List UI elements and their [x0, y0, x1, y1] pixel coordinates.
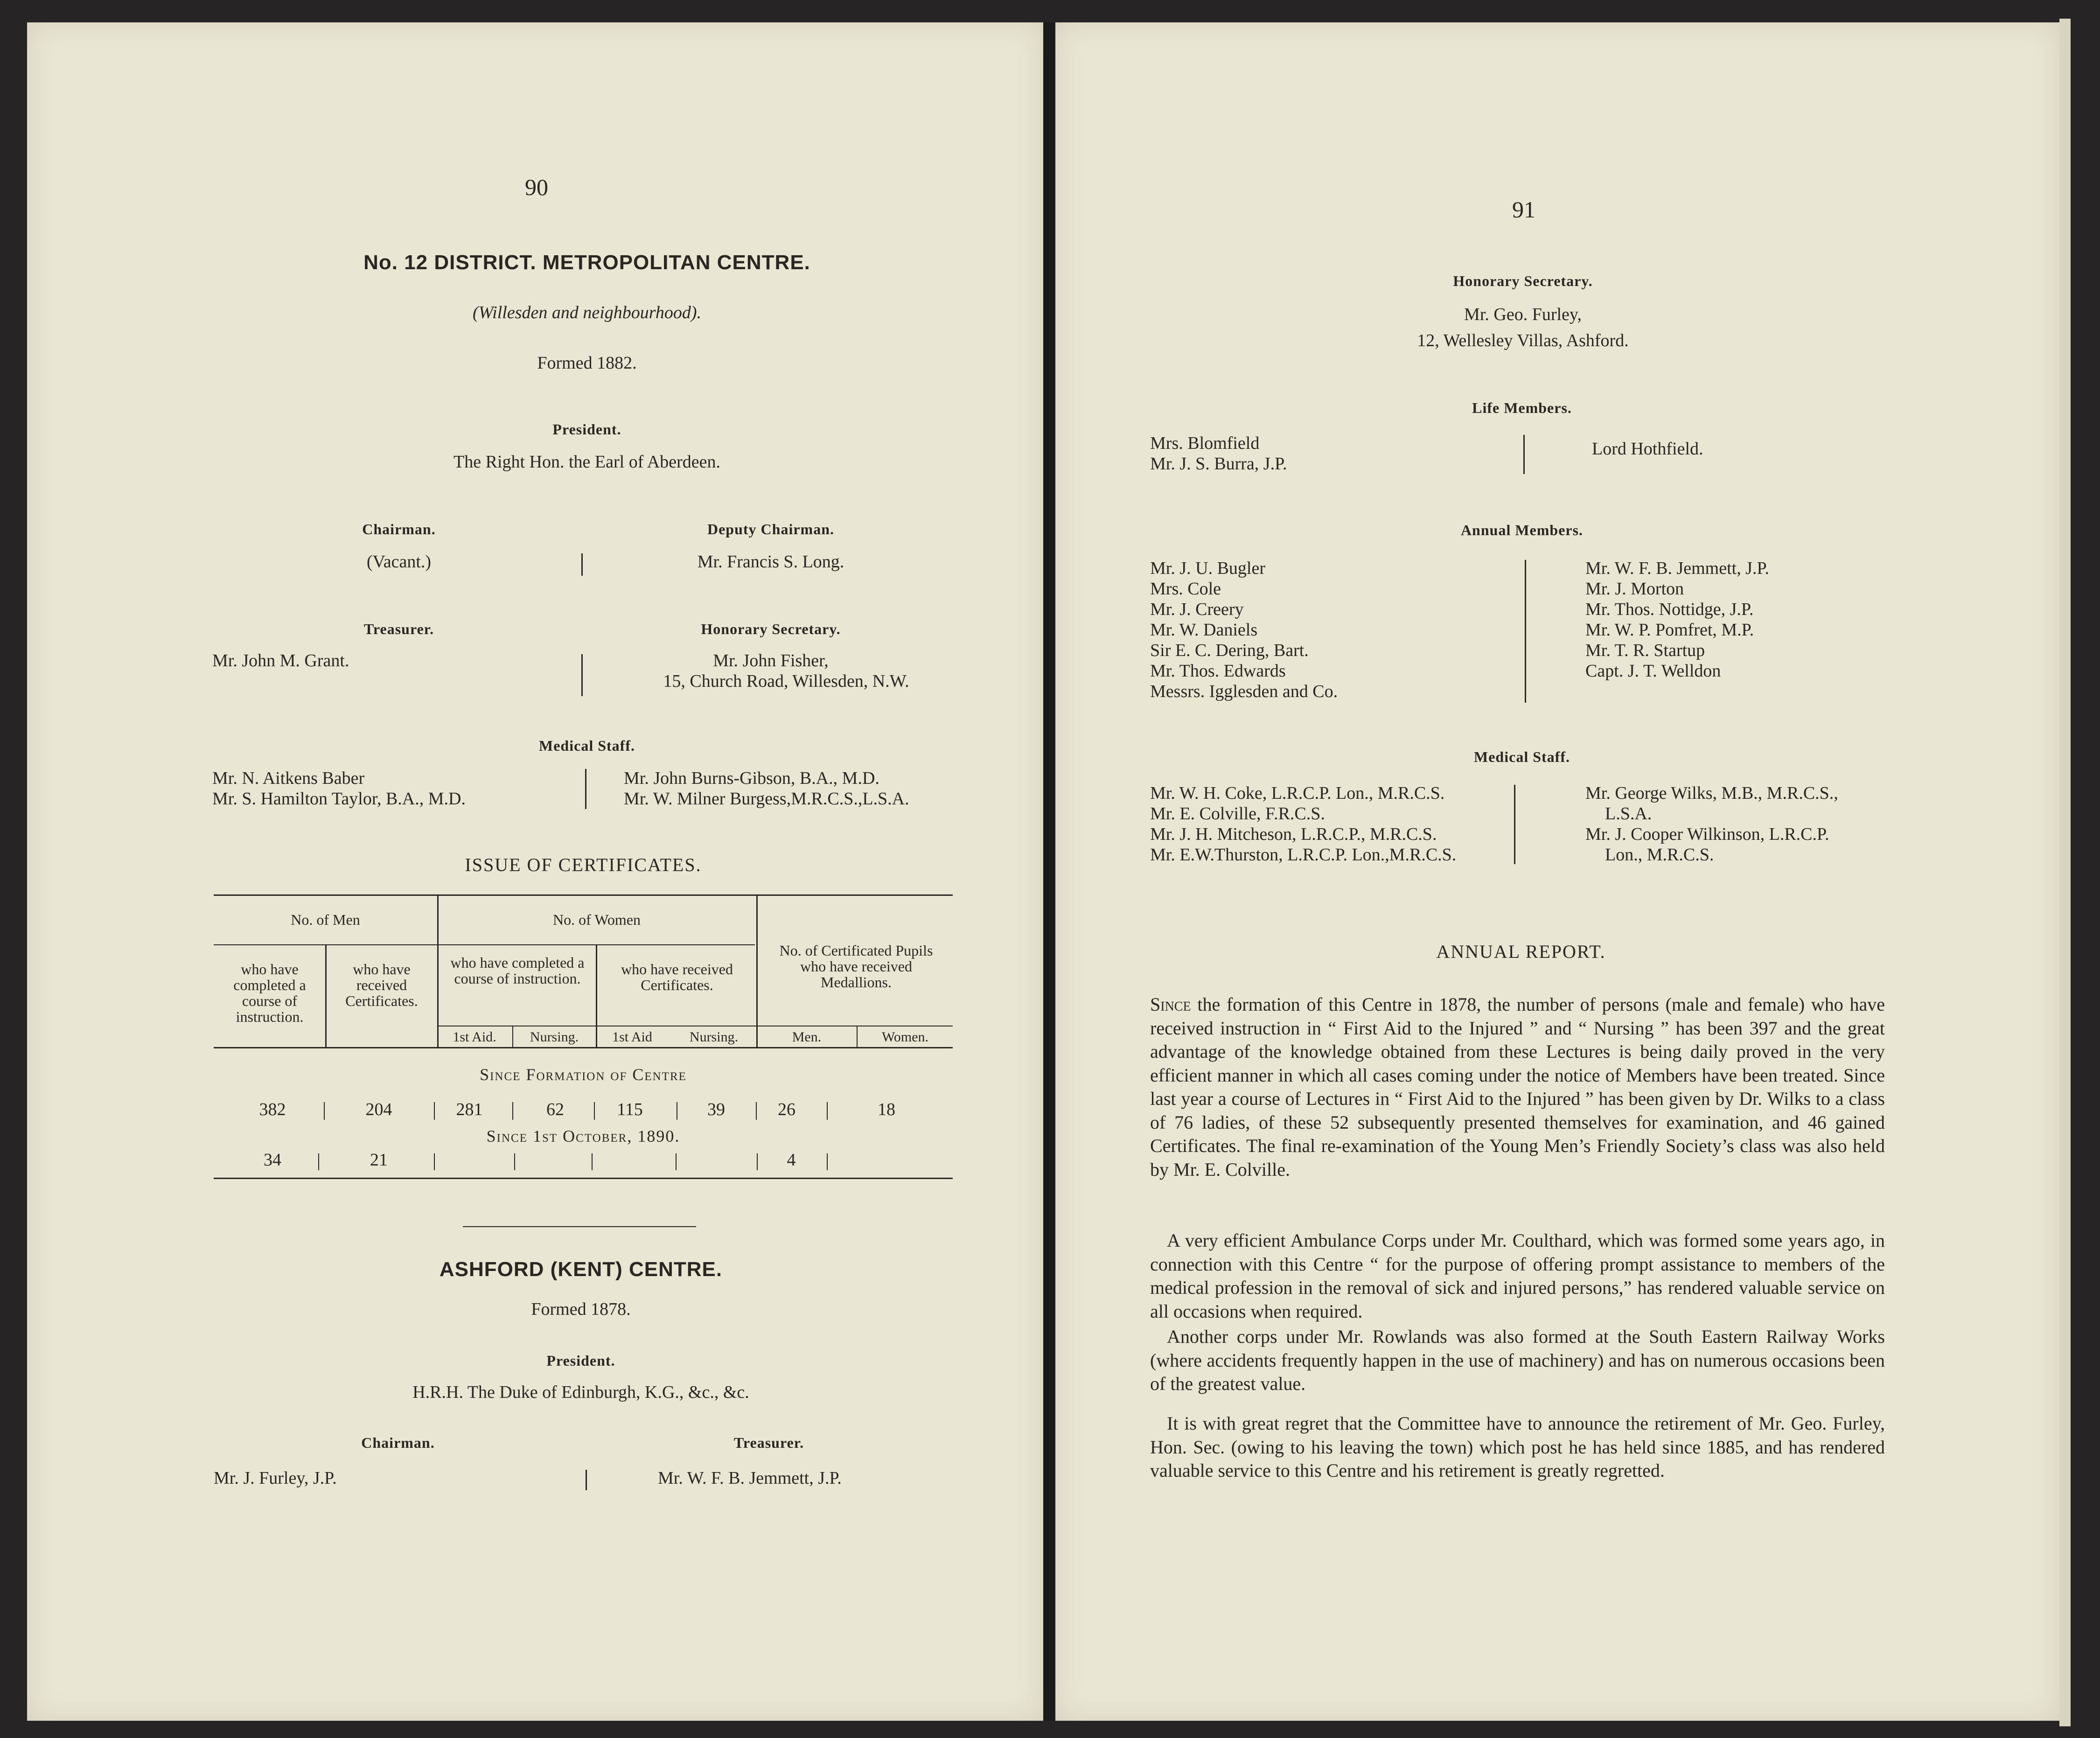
men-completed-header: who have completed a course of instruction.: [233, 961, 306, 1025]
annual-member: Mr. Thos. Nottidge, J.P.: [1585, 600, 1754, 619]
hon-secretary-label: Honorary Secretary.: [701, 621, 841, 637]
table-rule: [857, 1026, 858, 1047]
table-rule: [757, 1153, 758, 1170]
medical-staff-left-1: Mr. N. Aitkens Baber: [212, 768, 365, 788]
ashford-treasurer-label: Treasurer.: [733, 1434, 804, 1451]
annual-member: Mr. J. Creery: [1150, 600, 1244, 619]
annual-member: Mr. W. P. Pomfret, M.P.: [1585, 620, 1754, 640]
sub-nursing-2: Nursing.: [689, 1029, 739, 1045]
life-member-right-1: Lord Hothfield.: [1592, 439, 1703, 459]
hon-secretary-address: 15, Church Road, Willesden, N.W.: [663, 671, 909, 691]
deputy-chairman-label: Deputy Chairman.: [707, 521, 834, 537]
table-rule: [324, 1102, 325, 1120]
table-rule: [594, 1102, 595, 1120]
president-label: President.: [552, 421, 621, 438]
column-divider: [581, 553, 583, 576]
column-divider: [586, 1470, 587, 1490]
medical-staff-right-2: Mr. W. Milner Burgess,M.R.C.S.,L.S.A.: [624, 789, 909, 809]
treasurer-label: Treasurer.: [363, 621, 434, 637]
men-received-header: who have received Certificates.: [345, 961, 418, 1009]
issue-of-certificates-title: ISSUE OF CERTIFICATES.: [465, 854, 702, 875]
sub-nursing: Nursing.: [530, 1029, 579, 1045]
hon-secretary-name: Mr. John Fisher,: [713, 651, 829, 670]
table-rule: [434, 1102, 435, 1120]
table-cell: 18: [878, 1100, 895, 1119]
annual-member: Mr. T. R. Startup: [1585, 641, 1705, 660]
ashford-title: ASHFORD (KENT) CENTRE.: [439, 1258, 723, 1281]
table-cell: 62: [546, 1100, 564, 1119]
annual-member: Mr. W. F. B. Jemmett, J.P.: [1585, 558, 1769, 578]
medical-staff-member: Mr. E. Colville, F.R.C.S.: [1150, 804, 1325, 824]
table-cell: 281: [456, 1100, 483, 1119]
ashford-president-name: H.R.H. The Duke of Edinburgh, K.G., &c., &c.: [412, 1382, 749, 1402]
medallions-header: No. of Certificated Pupils who have received Medallions.: [779, 942, 933, 991]
life-member-left-2: Mr. J. S. Burra, J.P.: [1150, 454, 1287, 474]
ashford-formed: Formed 1878.: [531, 1299, 631, 1319]
column-divider: [1514, 785, 1515, 864]
medical-staff-member: Mr. W. H. Coke, L.R.C.P. Lon., M.R.C.S.: [1150, 783, 1445, 803]
annual-report-title: ANNUAL REPORT.: [1436, 941, 1606, 962]
women-header: No. of Women: [553, 911, 641, 928]
annual-member: Mr. J. Morton: [1585, 579, 1684, 599]
medical-staff-member: L.S.A.: [1605, 804, 1652, 824]
medical-staff-member: Mr. George Wilks, M.B., M.R.C.S.,: [1585, 783, 1838, 803]
table-rule: [676, 1153, 677, 1170]
table-rule: [756, 1102, 757, 1120]
men-header: No. of Men: [291, 911, 360, 928]
life-members-label: Life Members.: [1472, 399, 1572, 416]
annual-member: Sir E. C. Dering, Bart.: [1150, 641, 1309, 660]
section-divider: [463, 1226, 696, 1227]
table-rule: [318, 1153, 319, 1170]
ashford-hon-secretary-label: Honorary Secretary.: [1453, 272, 1593, 289]
table-rule: [756, 896, 758, 1047]
annual-member: Messrs. Igglesden and Co.: [1150, 682, 1338, 701]
chairman-name: (Vacant.): [366, 552, 432, 572]
women-completed-header: who have completed a course of instruction.: [450, 954, 585, 987]
table-cell: 34: [264, 1150, 281, 1170]
sub-women: Women.: [881, 1029, 929, 1045]
treasurer-name: Mr. John M. Grant.: [212, 651, 349, 670]
life-member-left-1: Mrs. Blomfield: [1150, 433, 1260, 453]
table-rule: [434, 1153, 435, 1170]
table-rule: [214, 944, 755, 945]
ashford-chairman-label: Chairman.: [361, 1434, 435, 1451]
column-divider: [1523, 435, 1525, 474]
section-since-formation: Since Formation of Centre: [480, 1065, 687, 1084]
medical-staff-member: Lon., M.R.C.S.: [1605, 845, 1714, 865]
district-title: No. 12 DISTRICT. METROPOLITAN CENTRE.: [363, 251, 810, 274]
report-paragraph-1: [1150, 993, 1885, 1181]
table-rule: [827, 1102, 828, 1120]
table-cell: 382: [259, 1100, 286, 1119]
annual-member: Mr. W. Daniels: [1150, 620, 1258, 640]
page-number-left: 90: [525, 174, 548, 200]
medical-staff-right-1: Mr. John Burns-Gibson, B.A., M.D.: [624, 768, 879, 788]
ashford-medical-staff-label: Medical Staff.: [1474, 748, 1570, 765]
page-number-right: 91: [1512, 196, 1535, 223]
annual-members-label: Annual Members.: [1460, 522, 1584, 538]
annual-member: Capt. J. T. Welldon: [1585, 661, 1721, 681]
annual-member: Mr. Thos. Edwards: [1150, 661, 1286, 681]
women-received-header: who have received Certificates.: [621, 961, 733, 993]
medical-staff-left-2: Mr. S. Hamilton Taylor, B.A., M.D.: [212, 789, 466, 809]
district-formed: Formed 1882.: [537, 353, 637, 373]
ashford-treasurer-name: Mr. W. F. B. Jemmett, J.P.: [658, 1468, 842, 1488]
table-cell: 26: [778, 1100, 795, 1119]
ashford-president-label: President.: [546, 1352, 615, 1369]
medical-staff-member: Mr. J. Cooper Wilkinson, L.R.C.P.: [1585, 824, 1829, 844]
table-cell: 39: [707, 1100, 725, 1119]
report-paragraph-4: It is with great regret that the Committee have to announce the retirement of Mr. Geo. Furley, Hon. Sec. (owing to his leaving the town) which post he has held since 1885, and has rendered valuable service to this Centre and his retirement is greatly regretted.: [1150, 1413, 1885, 1481]
column-divider: [585, 769, 586, 809]
annual-member: Mrs. Cole: [1150, 579, 1221, 599]
drop-word: Since: [1150, 994, 1191, 1015]
medical-staff-member: Mr. E.W.Thurston, L.R.C.P. Lon.,M.R.C.S.: [1150, 845, 1457, 865]
section-since-october: Since 1st October, 1890.: [486, 1127, 680, 1145]
table-rule: [214, 1047, 953, 1048]
medical-staff-label: Medical Staff.: [539, 737, 635, 754]
table-rule: [512, 1102, 513, 1120]
ashford-hon-secretary-address: 12, Wellesley Villas, Ashford.: [1417, 331, 1629, 350]
report-paragraph-2: A very efficient Ambulance Corps under Mr. Coulthard, which was formed some years ago, in connection with this Centre “ for the purpose of offering prompt assistance to members of the medical profession in the removal of sick and injured persons,” has rendered valuable service on all occasions when required.: [1150, 1230, 1885, 1322]
report-paragraph-3: Another corps under Mr. Rowlands was also formed at the South Eastern Railway Works (where accidents frequently happen in the use of machinery) and has on numerous occasions been of the greatest value.: [1150, 1326, 1885, 1394]
column-divider: [1525, 560, 1526, 703]
ashford-chairman-name: Mr. J. Furley, J.P.: [214, 1468, 337, 1488]
sub-first-aid: 1st Aid.: [453, 1029, 496, 1045]
table-cell: 21: [370, 1150, 388, 1170]
president-name: The Right Hon. the Earl of Aberdeen.: [453, 452, 720, 472]
report-paragraph-1-text: the formation of this Centre in 1878, the number of persons (male and female) who have received instruction in “ First Aid to the Injured ” and “ Nursing ” has been 397 and the great advantage of the knowledge obtained from these Lectures is being daily proved in the very efficient manner in which all cases coming under the notice of Members have been treated. Since last year a course of Lectures in “ First Aid to the Injured ” has been given by Dr. Wilks to a class of 76 ladies, of these 52 subsequently presented themselves for examination, and 46 gained Certificates. The final re-examination of the Young Men’s Friendly Society’s class was also held by Mr. E. Colville.: [1150, 994, 1885, 1180]
table-rule: [827, 1153, 828, 1170]
district-subtitle: (Willesden and neighbourhood).: [472, 303, 702, 322]
table-rule: [214, 894, 953, 896]
medical-staff-member: Mr. J. H. Mitcheson, L.R.C.P., M.R.C.S.: [1150, 824, 1437, 844]
chairman-label: Chairman.: [362, 521, 436, 537]
page-edge: [2059, 19, 2071, 1726]
deputy-chairman-name: Mr. Francis S. Long.: [697, 552, 844, 572]
table-rule: [592, 1153, 593, 1170]
sub-first-aid-2: 1st Aid: [612, 1029, 652, 1045]
annual-member: Mr. J. U. Bugler: [1150, 558, 1265, 578]
table-cell: 115: [617, 1100, 643, 1119]
book-gutter: [1043, 22, 1055, 1721]
ashford-hon-secretary-name: Mr. Geo. Furley,: [1464, 305, 1582, 324]
sub-men: Men.: [792, 1029, 822, 1045]
table-rule: [325, 945, 327, 1047]
table-cell: 4: [787, 1150, 796, 1170]
table-rule: [514, 1153, 515, 1170]
table-rule: [214, 1178, 953, 1179]
table-cell: 204: [365, 1100, 392, 1119]
